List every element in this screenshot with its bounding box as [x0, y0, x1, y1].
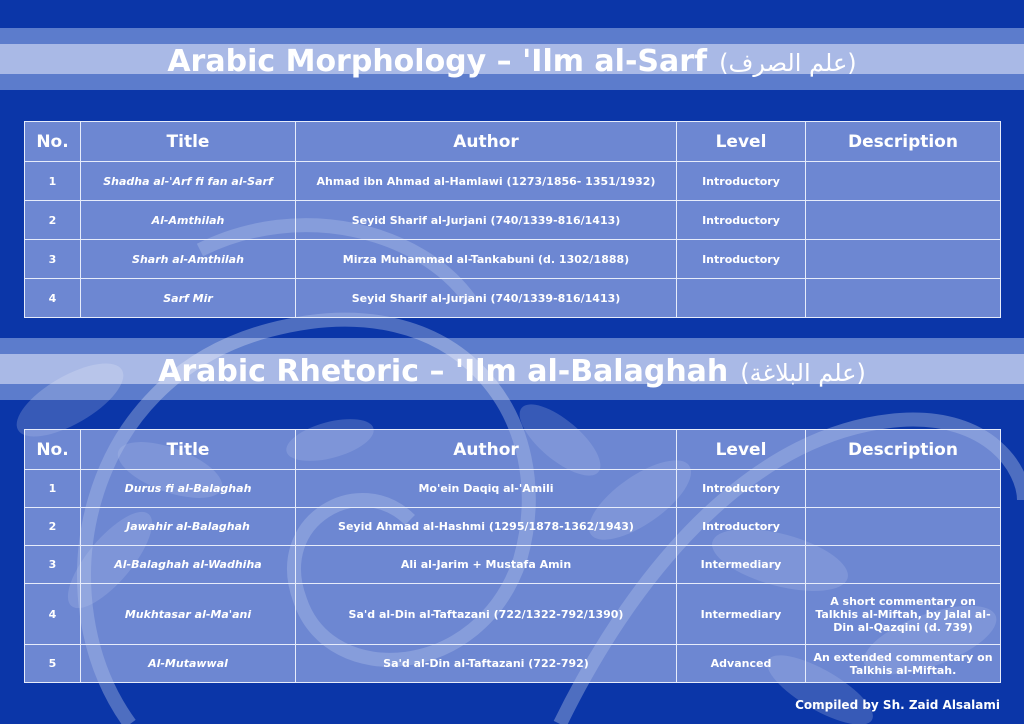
row-description — [806, 546, 1001, 584]
row-description — [806, 162, 1001, 201]
table-row — [25, 645, 1001, 683]
header-description: Description — [806, 122, 1001, 162]
header-title: Title — [81, 430, 296, 470]
header-band-mid — [0, 28, 1024, 44]
table-row — [25, 240, 1001, 279]
section-title-arabic: (علم البلاغة) — [740, 359, 866, 387]
row-author: Ahmad ibn Ahmad al-Hamlawi (1273/1856- 1351/1932) — [296, 162, 677, 201]
table-row — [25, 201, 1001, 240]
header-description: Description — [806, 430, 1001, 470]
row-no: 2 — [25, 508, 81, 546]
table-row — [25, 162, 1001, 201]
row-description — [806, 508, 1001, 546]
section-title-rhetoric — [0, 354, 1024, 389]
row-description: A short commentary on Talkhis al-Miftah, by Jalal al-Din al-Qazqini (d. 739) — [806, 584, 1001, 645]
row-level: Advanced — [677, 645, 806, 683]
table-header-row — [25, 430, 1001, 470]
table-header-row — [25, 122, 1001, 162]
row-description — [806, 240, 1001, 279]
morphology-table — [24, 121, 1001, 318]
header-author: Author — [296, 430, 677, 470]
row-no: 1 — [25, 470, 81, 508]
section-title-text: Arabic Rhetoric – 'Ilm al-Balaghah — [158, 354, 729, 389]
row-description — [806, 279, 1001, 318]
row-level — [677, 279, 806, 318]
row-no: 4 — [25, 584, 81, 645]
row-description: An extended commentary on Talkhis al-Miftah. — [806, 645, 1001, 683]
table-row — [25, 470, 1001, 508]
row-author: Sa'd al-Din al-Taftazani (722-792) — [296, 645, 677, 683]
row-level: Intermediary — [677, 584, 806, 645]
section2-band-mid — [0, 338, 1024, 354]
row-no: 2 — [25, 201, 81, 240]
row-author: Sa'd al-Din al-Taftazani (722/1322-792/1390) — [296, 584, 677, 645]
row-author: Mirza Muhammad al-Tankabuni (d. 1302/1888) — [296, 240, 677, 279]
header-no: No. — [25, 122, 81, 162]
row-title: Jawahir al-Balaghah — [81, 508, 296, 546]
row-no: 1 — [25, 162, 81, 201]
row-no: 3 — [25, 546, 81, 584]
row-level: Introductory — [677, 508, 806, 546]
section-title-morphology — [0, 44, 1024, 79]
row-no: 5 — [25, 645, 81, 683]
row-title: Mukhtasar al-Ma'ani — [81, 584, 296, 645]
row-title: Sarf Mir — [81, 279, 296, 318]
credit-text: Compiled by Sh. Zaid Alsalami — [795, 698, 1000, 712]
row-level: Introductory — [677, 162, 806, 201]
header-author: Author — [296, 122, 677, 162]
row-level: Introductory — [677, 240, 806, 279]
rhetoric-table — [24, 429, 1001, 683]
row-title: Sharh al-Amthilah — [81, 240, 296, 279]
row-author: Seyid Ahmad al-Hashmi (1295/1878-1362/1943) — [296, 508, 677, 546]
row-description — [806, 470, 1001, 508]
row-title: Al-Amthilah — [81, 201, 296, 240]
header-level: Level — [677, 430, 806, 470]
row-no: 3 — [25, 240, 81, 279]
row-author: Seyid Sharif al-Jurjani (740/1339-816/1413) — [296, 201, 677, 240]
row-level: Introductory — [677, 470, 806, 508]
table-row — [25, 584, 1001, 645]
header-band-dark — [0, 0, 1024, 28]
row-description — [806, 201, 1001, 240]
header-level: Level — [677, 122, 806, 162]
table-row — [25, 546, 1001, 584]
row-title: Al-Balaghah al-Wadhiha — [81, 546, 296, 584]
row-title: Durus fi al-Balaghah — [81, 470, 296, 508]
table-row — [25, 279, 1001, 318]
section-title-text: Arabic Morphology – 'Ilm al-Sarf — [167, 44, 708, 79]
section-title-arabic: (علم الصرف) — [719, 49, 857, 77]
row-no: 4 — [25, 279, 81, 318]
row-author: Mo'ein Daqiq al-'Amili — [296, 470, 677, 508]
table-row — [25, 508, 1001, 546]
row-title: Al-Mutawwal — [81, 645, 296, 683]
row-level: Intermediary — [677, 546, 806, 584]
header-title: Title — [81, 122, 296, 162]
header-no: No. — [25, 430, 81, 470]
row-level: Introductory — [677, 201, 806, 240]
row-author: Ali al-Jarim + Mustafa Amin — [296, 546, 677, 584]
row-title: Shadha al-'Arf fi fan al-Sarf — [81, 162, 296, 201]
row-author: Seyid Sharif al-Jurjani (740/1339-816/1413) — [296, 279, 677, 318]
